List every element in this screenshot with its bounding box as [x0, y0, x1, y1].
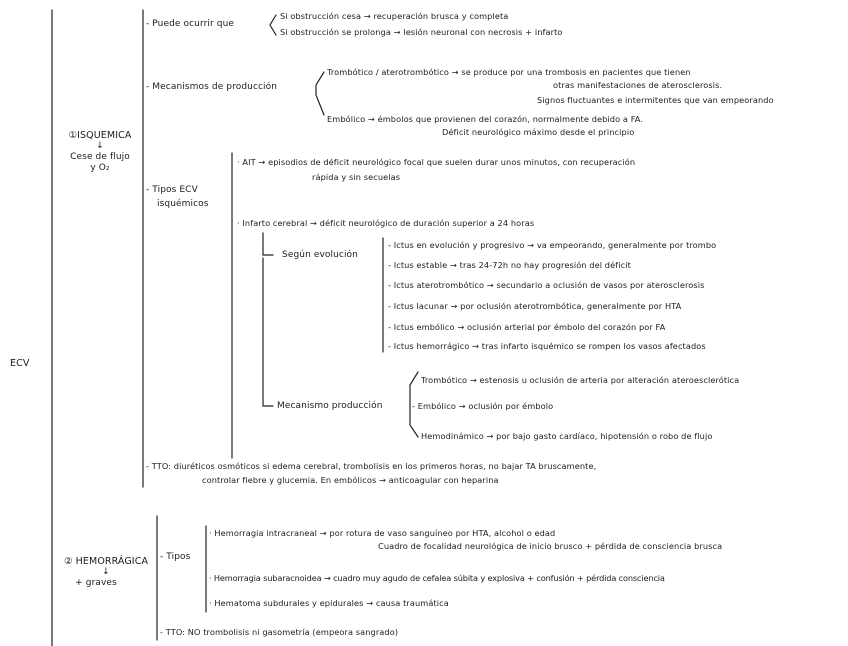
evolucion-item: - Ictus lacunar → por oclusión aterotrombótica, generalmente por HTA — [388, 301, 682, 311]
evolucion-item: - Ictus aterotrombótico → secundario a oclusión de vasos por aterosclerosis — [388, 280, 705, 290]
ait-line-2: rápida y sin secuelas — [312, 172, 401, 182]
mecanismos-brace — [316, 72, 324, 115]
evolucion-item: - Ictus hemorrágico → tras infarto isquémico se rompen los vasos afectados — [388, 341, 706, 351]
trombotico-line-1: Trombótico / aterotrombótico → se produce por una trombosis en pacientes que tienen — [327, 67, 691, 77]
embolico-line-1: Embólico → émbolos que provienen del corazón, normalmente debido a FA. — [327, 114, 644, 124]
isquemica-title: ①ISQUEMICA — [68, 130, 132, 141]
isquemica-arrow: ↓ — [96, 141, 104, 151]
evolucion-item: - Ictus estable → tras 24-72h no hay progresión del déficit — [388, 260, 631, 270]
isquemica-tto-line-1: - TTO: diuréticos osmóticos si edema cerebral, trombolisis en los primeros horas, no bajar TA bruscamente, — [146, 461, 597, 471]
trombotico-line-3: Signos fluctuantes e intermitentes que van empeorando — [537, 95, 774, 105]
intracraneal-line-2: Cuadro de focalidad neurológica de inicio brusco + pérdida de consciencia brusca — [378, 541, 723, 551]
isquemica-cause-1: Cese de flujo — [70, 152, 130, 162]
mecanismo-item: Hemodinámico → por bajo gasto cardíaco, hipotensión o robo de flujo — [421, 431, 713, 441]
segun-evolucion-label: Según evolución — [282, 250, 358, 260]
hemorragica-tipos-label: - Tipos — [160, 552, 191, 562]
subaracnoidea-line: · Hemorragia subaracnoidea → cuadro muy agudo de cefalea súbita y explosiva + confusión + pérdida consciencia — [209, 573, 665, 583]
mecanismo-branch — [263, 258, 273, 406]
ait-line-1: · AIT → episodios de déficit neurológico focal que suelen durar unos minutos, con recuperación — [237, 157, 636, 167]
hemorragica-arrow: ↓ — [102, 567, 110, 577]
mecanismo-item: - Embólico → oclusión por émbolo — [412, 401, 554, 411]
mecanismo-produccion-label: Mecanismo producción — [277, 401, 383, 411]
segun-branch — [263, 233, 273, 255]
hemorragica-graves: + graves — [75, 578, 117, 588]
intracraneal-line-1: · Hemorragia intracraneal → por rotura de vaso sanguíneo por HTA, alcohol o edad — [209, 528, 556, 538]
root-label: ECV — [10, 358, 30, 369]
hematoma-line: · Hematoma subdurales y epidurales → causa traumática — [209, 598, 449, 608]
isquemica-tto-line-2: controlar fiebre y glucemia. En embólicos → anticoagular con heparina — [202, 475, 499, 485]
mecanismo-item: Trombótico → estenosis u oclusión de arteria por alteración ateroesclerótica — [421, 375, 740, 385]
hemorragica-title: ② HEMORRÁGICA — [63, 556, 149, 567]
evolucion-item: - Ictus en evolución y progresivo → va empeorando, generalmente por trombo — [388, 240, 717, 250]
mecanismos-label: - Mecanismos de producción — [146, 82, 278, 92]
isquemica-cause-2: y O₂ — [90, 163, 110, 173]
puede-brace — [270, 15, 276, 35]
tipos-label-1: - Tipos ECV — [146, 185, 198, 195]
hemorragica-tto-line: - TTO: NO trombolisis ni gasometría (empeora sangrado) — [160, 627, 399, 637]
evolucion-item: - Ictus embólico → oclusión arterial por émbolo del corazón por FA — [388, 322, 666, 332]
trombotico-line-2: otras manifestaciones de aterosclerosis. — [553, 80, 723, 90]
puede-option-2: Si obstrucción se prolonga → lesión neuronal con necrosis + infarto — [280, 27, 563, 37]
puede-option-1: Si obstrucción cesa → recuperación brusca y completa — [280, 11, 509, 21]
embolico-line-2: Déficit neurológico máximo desde el principio — [442, 127, 635, 137]
tipos-label-2: isquémicos — [157, 199, 209, 209]
infarto-line: · Infarto cerebral → déficit neurológico de duración superior a 24 horas — [237, 218, 535, 228]
puede-label: - Puede ocurrir que — [146, 19, 235, 29]
